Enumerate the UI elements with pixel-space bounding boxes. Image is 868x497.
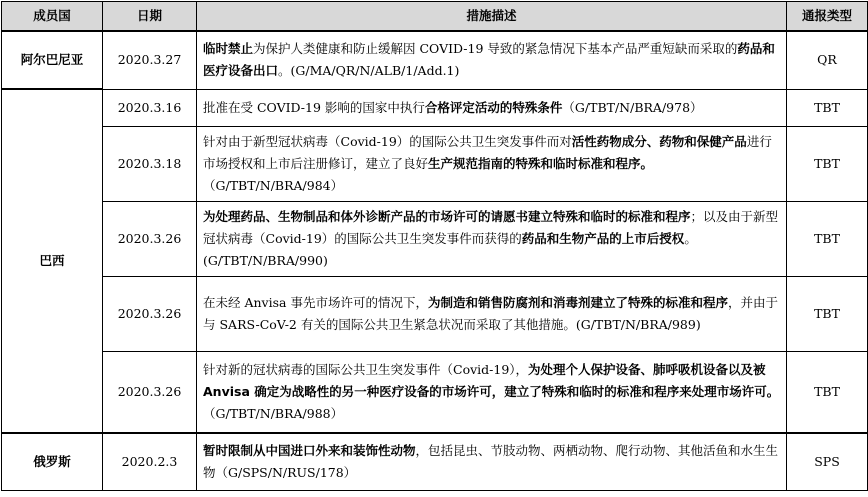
type-cell: TBT [787,89,868,126]
table-row [2,126,868,201]
desc-text: 。(G/TBT/N/BRA/990) [203,230,697,268]
desc-text: 为保护人类健康和防止缓解因 COVID-19 导致的紧急情况下基本产品严重短缺而采取的 [253,41,738,57]
desc-bold: 暂时限制从中国进口外来和装饰性动物 [203,442,416,458]
desc-bold: 药品和生物产品的上市后授权 [521,230,685,246]
desc-bold: 生产规范指南的特殊和临时标准和程序。 [428,155,654,171]
date-cell: 2020.3.27 [103,31,197,89]
desc-text: (G/TBT/N/BRA/989) [575,316,701,332]
table-row [2,433,868,491]
date-cell: 2020.2.3 [103,433,197,491]
desc-text: 进行市场授权和上市后注册修订，建立了良好 [203,133,772,171]
table-row [2,201,868,276]
type-cell: TBT [787,276,868,351]
desc-text: 针对由于新型冠状病毒（Covid-19）的国际公共卫生突发事件而对 [203,133,572,149]
description-cell [197,276,787,351]
header-member: 成员国 [2,2,103,32]
desc-text: ；以及由于新型冠状病毒（Covid-19）的国际公共卫生突发事件而获得的 [203,208,779,246]
desc-text: ，并由于与 SARS-CoV-2 有关的国际公共卫生紧急状况而采取了其他措施。 [203,294,778,332]
desc-bold: 为处理药品、生物制品和体外诊断产品的市场许可的请愿书建立特殊和临时的标准和程序 [203,208,691,224]
desc-text: 。(G/MA/QR/N/ALB/1/Add.1) [278,63,460,79]
desc-text: （G/TBT/N/BRA/988） [203,405,344,421]
description-cell [197,433,787,491]
table-row [2,89,868,126]
description-cell [197,89,787,126]
header-notification-type: 通报类型 [787,2,868,32]
date-cell: 2020.3.18 [103,126,197,201]
desc-text: （G/TBT/N/BRA/978） [562,99,703,115]
measures-table [1,1,868,491]
desc-bold: 为处理个人保护设备、肺呼吸机设备以及被 Anvisa 确定为战略性的另一种医疗设备的市场许可，建立了特殊和临时的标准和程序来处理市场许可。 [203,361,780,399]
header-description: 措施描述 [197,2,787,32]
type-cell: TBT [787,126,868,201]
desc-bold: 为制造和销售防腐剂和消毒剂建立了特殊的标准和程序 [427,294,728,310]
desc-text: （G/TBT/N/BRA/984） [203,177,344,193]
table-row [2,351,868,433]
desc-bold: 活性药物成分、药物和保健产品 [571,133,747,149]
desc-bold: 合格评定活动的特殊条件 [424,99,563,115]
desc-text: 针对新的冠状病毒的国际公共卫生突发事件（Covid-19）， [203,361,529,377]
description-cell [197,201,787,276]
member-cell: 巴西 [2,89,103,433]
type-cell: QR [787,31,868,89]
header-row [2,2,868,32]
desc-text: ，包括昆虫、节肢动物、两栖动物、爬行动物、其他活鱼和水生生物（G/SPS/N/RUS/178） [203,442,779,480]
desc-text: 在未经 Anvisa 事先市场许可的情况下， [203,294,428,310]
date-cell: 2020.3.26 [103,351,197,433]
date-cell: 2020.3.16 [103,89,197,126]
date-cell: 2020.3.26 [103,276,197,351]
description-cell [197,126,787,201]
desc-text: 批准在受 COVID-19 影响的国家中执行 [203,99,425,115]
desc-bold: 临时禁止 [203,41,254,57]
table-row [2,276,868,351]
member-cell: 阿尔巴尼亚 [2,31,103,89]
member-cell: 俄罗斯 [2,433,103,491]
type-cell: TBT [787,201,868,276]
header-date: 日期 [103,2,197,32]
date-cell: 2020.3.26 [103,201,197,276]
table-row [2,31,868,89]
desc-bold: 药品和医疗设备出口 [203,41,775,79]
description-cell [197,351,787,433]
type-cell: SPS [787,433,868,491]
description-cell [197,31,787,89]
type-cell: TBT [787,351,868,433]
